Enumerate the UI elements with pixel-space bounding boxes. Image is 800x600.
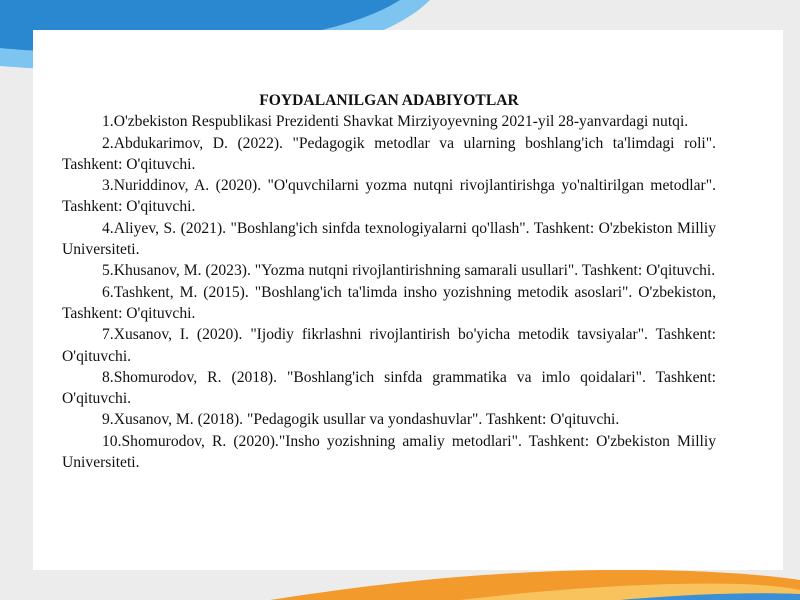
references-title: FOYDALANILGAN ADABIYOTLAR bbox=[259, 92, 519, 109]
reference-item: 10.Shomurodov, R. (2020)."Insho yozishning amaliy metodlari". Tashkent: O'zbekiston Milliy Universiteti. bbox=[62, 432, 716, 472]
reference-item: 9.Xusanov, M. (2018). "Pedagogik usullar va yondashuvlar". Tashkent: O'qituvchi. bbox=[102, 411, 620, 429]
reference-item: 3.Nuriddinov, A. (2020). "O'quvchilarni yozma nutqni rivojlantirishga yo'naltirilgan metodlar". Tashkent: O'qituvchi. bbox=[62, 177, 716, 216]
reference-item: 1.O'zbekiston Respublikasi Prezidenti Shavkat Mirziyoyevning 2021-yil 28-yanvardagi nutqi. bbox=[102, 113, 689, 131]
reference-item: 6.Tashkent, M. (2015). "Boshlang'ich ta'limda insho yozishning metodik asoslari". O'zbekiston, Tashkent: O'qituvchi. bbox=[62, 283, 716, 322]
reference-item: 5.Khusanov, M. (2023). "Yozma nutqni rivojlantirishning samarali usullari". Tashkent: O'qituvchi. bbox=[102, 262, 716, 280]
reference-item: 7.Xusanov, I. (2020). "Ijodiy fikrlashni rivojlantirish bo'yicha metodik tavsiyalar". Tashkent: O'qituvchi. bbox=[62, 326, 716, 365]
references-section bbox=[62, 90, 716, 473]
reference-item: 4.Aliyev, S. (2021). "Boshlang'ich sinfda texnologiyalarni qo'llash". Tashkent: O'zbekiston Milliy Universiteti. bbox=[62, 219, 716, 259]
reference-item: 2.Abdukarimov, D. (2022). "Pedagogik metodlar va ularning boshlang'ich ta'limdagi roli". Tashkent: O'qituvchi. bbox=[62, 134, 716, 173]
reference-item: 8.Shomurodov, R. (2018). "Boshlang'ich sinfda grammatika va imlo qoidalari". Tashkent: O'qituvchi. bbox=[62, 368, 716, 408]
